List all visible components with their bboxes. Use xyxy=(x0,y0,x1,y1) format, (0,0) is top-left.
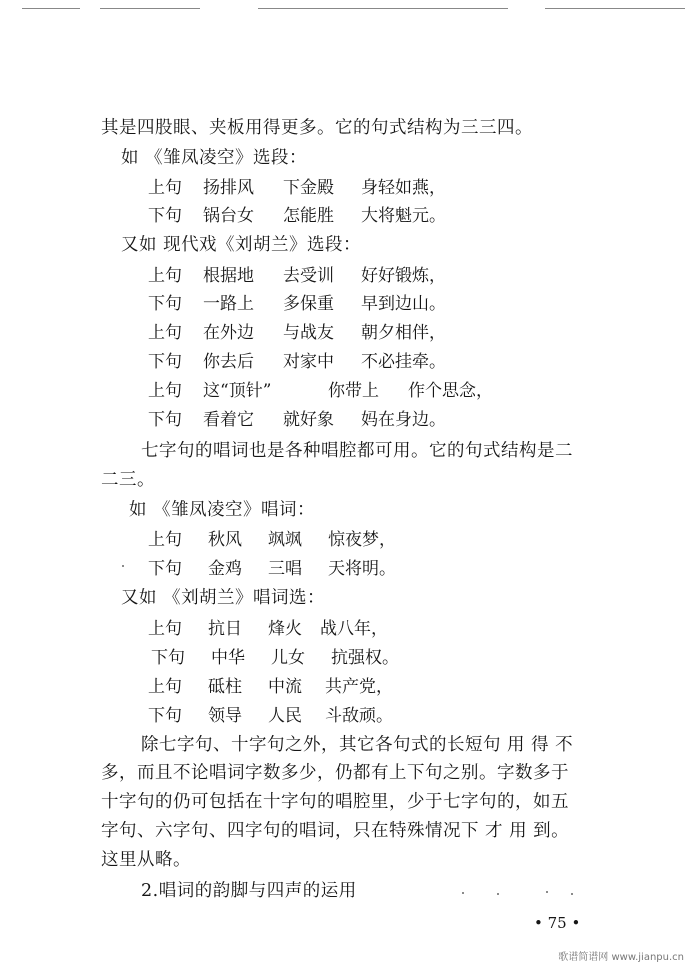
lyric-phrase: 作个思念， xyxy=(408,381,493,401)
lyric-phrase: 好好锻炼， xyxy=(361,266,446,286)
lyric-label: 下句 xyxy=(151,648,185,668)
lyric-phrase: 三唱 xyxy=(268,559,302,579)
lyric-label: 上句 xyxy=(148,619,182,639)
paragraph-line: 其是四股眼、夹板用得更多。它的句式结构为三三四。 xyxy=(101,118,533,138)
lyric-phrase: 飒飒 xyxy=(268,530,302,550)
lyric-phrase: 在外边 xyxy=(203,323,254,343)
paragraph-line: 二三。 xyxy=(101,470,155,490)
scan-top-rule xyxy=(22,8,80,9)
lyric-phrase: 这“顶针” xyxy=(203,381,272,401)
page-number: • 75 • xyxy=(534,914,581,932)
lyric-phrase: 多保重 xyxy=(283,294,334,314)
paragraph-line: 字句、六字句、四字句的唱词，只在特殊情况下 才 用 到。 xyxy=(101,821,570,841)
lyric-phrase: 锅台女 xyxy=(203,206,254,226)
lyric-phrase: 中华 xyxy=(211,648,245,668)
lyric-phrase: 一路上 xyxy=(203,294,254,314)
section-heading: 2.唱词的韵脚与四声的运用 xyxy=(141,881,357,901)
paragraph-line: 除七字句、十字句之外，其它各句式的长短句 用 得 不 xyxy=(141,735,574,755)
paragraph-line: 十字句的仍可包括在十字句的唱腔里，少于七字句的，如五 xyxy=(101,792,569,812)
lyric-label: 下句 xyxy=(148,352,182,372)
lyric-label: 上句 xyxy=(148,323,182,343)
paragraph-line: 又如 《刘胡兰》唱词选： xyxy=(121,588,326,608)
watermark: 歌谱简谱网 www.jianpu.cn xyxy=(558,952,684,963)
lyric-phrase: 抗日 xyxy=(208,619,242,639)
lyric-label: 下句 xyxy=(148,410,182,430)
scan-top-rule xyxy=(100,8,200,9)
lyric-phrase: 妈在身边。 xyxy=(361,410,446,430)
lyric-phrase: 天将明。 xyxy=(328,559,396,579)
lyric-phrase: 秋风 xyxy=(208,530,242,550)
paragraph-line: 又如 现代戏《刘胡兰》选段： xyxy=(121,235,362,255)
lyric-phrase: 烽火 xyxy=(268,619,302,639)
lyric-label: 上句 xyxy=(148,381,182,401)
lyric-phrase: 人民 xyxy=(268,706,302,726)
lyric-label: 上句 xyxy=(148,677,182,697)
lyric-phrase: 抗强权。 xyxy=(331,648,399,668)
lyric-phrase: 惊夜梦， xyxy=(328,530,396,550)
lyric-phrase: 看着它 xyxy=(203,410,254,430)
lyric-phrase: 早到边山。 xyxy=(361,294,446,314)
lyric-phrase: 去受训 xyxy=(283,266,334,286)
paragraph-line: 如 《雏凤凌空》唱词： xyxy=(129,500,316,520)
lyric-phrase: 扬排风 xyxy=(203,178,254,198)
lyric-phrase: 不必挂牵。 xyxy=(361,352,446,372)
lyric-phrase: 战八年， xyxy=(320,619,388,639)
scan-speck xyxy=(497,893,499,895)
scan-top-rule xyxy=(545,8,685,9)
paragraph-line: 多，而且不论唱词字数多少，仍都有上下句之别。字数多于 xyxy=(101,763,569,783)
lyric-phrase: 怎能胜 xyxy=(283,206,334,226)
lyric-phrase: 斗敌顽。 xyxy=(325,706,393,726)
scan-speck xyxy=(462,892,464,894)
scan-top-rule xyxy=(258,8,508,9)
lyric-phrase: 你带上 xyxy=(328,381,379,401)
lyric-phrase: 就好象 xyxy=(283,410,334,430)
lyric-phrase: 下金殿 xyxy=(283,178,334,198)
lyric-phrase: 砥柱 xyxy=(208,677,242,697)
lyric-phrase: 金鸡 xyxy=(208,559,242,579)
paragraph-line: 如 《雏凤凌空》选段： xyxy=(121,148,308,168)
lyric-label: 下句 xyxy=(148,206,182,226)
lyric-phrase: 共产党， xyxy=(325,677,393,697)
lyric-label: 上句 xyxy=(148,178,182,198)
scan-speck xyxy=(571,893,573,895)
lyric-label: 上句 xyxy=(148,266,182,286)
lyric-phrase: 中流 xyxy=(268,677,302,697)
paragraph-line: 这里从略。 xyxy=(101,850,191,870)
lyric-phrase: 朝夕相伴， xyxy=(361,323,446,343)
lyric-phrase: 对家中 xyxy=(283,352,334,372)
lyric-phrase: 根据地 xyxy=(203,266,254,286)
lyric-phrase: 儿女 xyxy=(271,648,305,668)
lyric-phrase: 与战友 xyxy=(283,323,334,343)
scan-speck xyxy=(546,891,548,893)
lyric-label: 下句 xyxy=(148,294,182,314)
scan-speck xyxy=(122,565,124,567)
lyric-phrase: 你去后 xyxy=(203,352,254,372)
lyric-phrase: 身轻如燕， xyxy=(361,178,446,198)
lyric-phrase: 领导 xyxy=(208,706,242,726)
lyric-phrase: 大将魁元。 xyxy=(361,206,446,226)
paragraph-line: 七字句的唱词也是各种唱腔都可用。它的句式结构是二 xyxy=(141,441,573,461)
lyric-label: 上句 xyxy=(148,530,182,550)
lyric-label: 下句 xyxy=(148,559,182,579)
lyric-label: 下句 xyxy=(148,706,182,726)
